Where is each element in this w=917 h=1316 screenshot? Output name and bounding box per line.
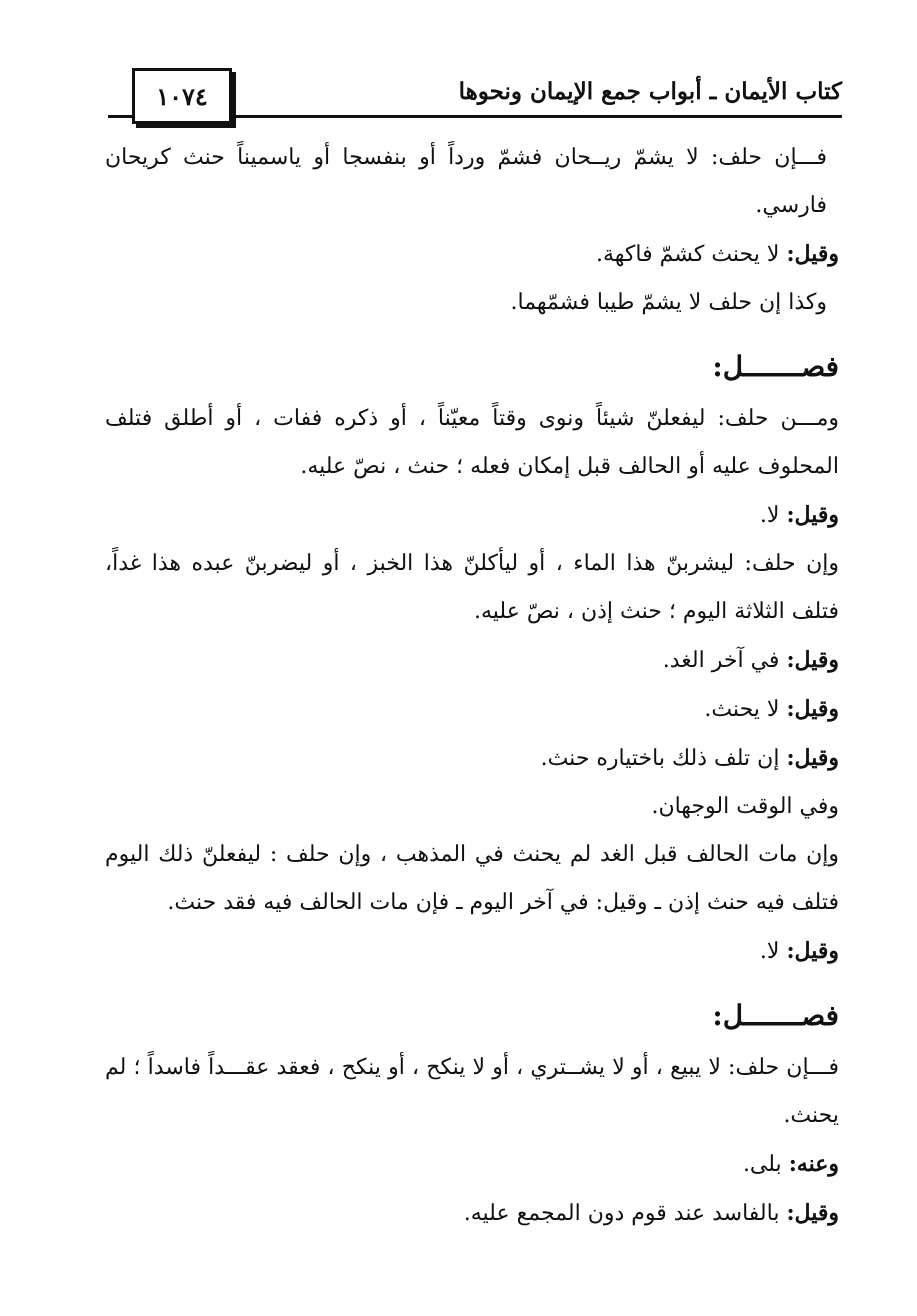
- paragraph-text: وكذا إن حلف لا يشمّ طيبا فشمّهما.: [510, 290, 827, 315]
- paragraph-text: وإن مات الحالف قبل الغد لم يحنث في المذهب ، وإن حلف : ليفعلنّ ذلك اليوم فتلف فيه حنث إذن ـ وقيل: في آخر اليوم ـ فإن مات الحالف فيه فقد حنث.: [105, 842, 839, 915]
- paragraph: [105, 1044, 839, 1140]
- paragraph: [105, 230, 839, 279]
- paragraph-label: وقيل:: [786, 647, 839, 673]
- paragraph-text: بلى.: [742, 1152, 782, 1177]
- header-title: كتاب الأيمان ـ أبواب جمع الإيمان ونحوها: [451, 78, 842, 105]
- paragraph-text: وإن حلف: ليشربنّ هذا الماء ، أو ليأكلنّ هذا الخبز ، أو ليضربنّ عبده هذا غداً، فتلف الثلاثة اليوم ؛ حنث إذن ، نصّ عليه.: [105, 551, 839, 624]
- paragraph: [105, 636, 839, 685]
- paragraph-text: بالفاسد عند قوم دون المجمع عليه.: [463, 1201, 780, 1226]
- page-number: ١٠٧٤: [132, 68, 232, 124]
- paragraph-text: إن تلف ذلك باختياره حنث.: [540, 746, 780, 771]
- paragraph: [105, 831, 839, 927]
- paragraph-text: وفي الوقت الوجهان.: [651, 794, 839, 819]
- paragraph-text: لا.: [759, 503, 780, 528]
- section-heading: فصـــــــل:: [712, 999, 839, 1032]
- paragraph-text: لا يحنث كشمّ فاكهة.: [595, 242, 780, 267]
- running-header: [108, 68, 842, 120]
- paragraph: [105, 927, 839, 976]
- paragraph-label: وقيل:: [786, 696, 839, 722]
- paragraph: [105, 491, 839, 540]
- paragraph-text: لا يحنث.: [704, 697, 780, 722]
- paragraph-text: لا.: [759, 939, 780, 964]
- paragraph: [105, 783, 839, 831]
- paragraph-label: وقيل:: [786, 1200, 839, 1226]
- paragraph-text: ومـــن حلف: ليفعلنّ شيئاً ونوى وقتاً معيّناً ، أو ذكره ففات ، أو أطلق فتلف المحلوف عليه أو الحالف قبل إمكان فعله ؛ حنث ، نصّ عليه.: [105, 406, 839, 479]
- paragraph-label: وقيل:: [786, 938, 839, 964]
- paragraph-text: فـــإن حلف: لا يبيع ، أو لا يشــتري ، أو لا ينكح ، أو ينكح ، فعقد عقـــداً فاسداً ؛ لم يحنث.: [105, 1055, 839, 1128]
- body-text: [105, 134, 839, 1238]
- paragraph-label: وعنه:: [788, 1151, 839, 1177]
- paragraph-label: وقيل:: [786, 502, 839, 528]
- paragraph-text: فـــإن حلف: لا يشمّ ريــحان فشمّ ورداً أو بنفسجا أو ياسميناً حنث كريحان فارسي.: [105, 145, 827, 218]
- paragraph: [105, 734, 839, 783]
- paragraph: [105, 1140, 839, 1189]
- paragraph: [105, 134, 839, 230]
- paragraph-text: في آخر الغد.: [662, 648, 780, 673]
- paragraph: [105, 279, 839, 327]
- paragraph: [105, 685, 839, 734]
- paragraph: [105, 540, 839, 636]
- paragraph-label: وقيل:: [786, 241, 839, 267]
- paragraph: [105, 1189, 839, 1238]
- paragraph-label: وقيل:: [786, 745, 839, 771]
- section-heading: فصـــــــل:: [712, 350, 839, 383]
- paragraph: [105, 395, 839, 491]
